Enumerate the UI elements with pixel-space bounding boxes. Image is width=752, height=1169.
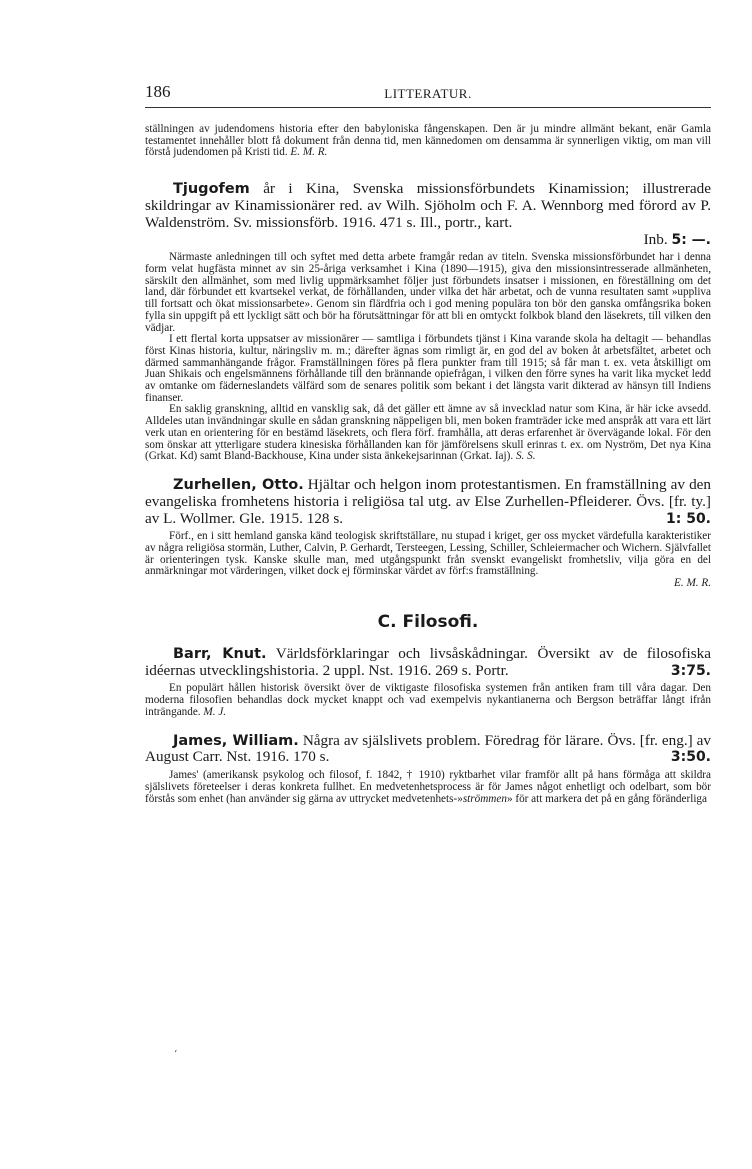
signature: E. M. R.	[674, 577, 711, 590]
review-paragraph	[145, 770, 711, 805]
page-number: 186	[145, 82, 171, 101]
entry-heading	[145, 181, 711, 231]
entry-tjugofem	[145, 181, 711, 463]
entry-price: 1: 50.	[665, 510, 711, 527]
entry-author: Tjugofem	[173, 181, 250, 198]
continuation-text: ställningen av judendomens historia efter den babyloniska fångenskapen. Den är ju mindre allmänt bekant, enär Gamla testamentet innehåller blott få dokument från denna tid, men kännedomen om densamma är synnerligen viktig, om man vill förstå judendomen på Kristi tid.	[145, 123, 711, 159]
entry-citation: Hjältar och helgon inom protestantismen. En framställning av den evangeliska fromhetens historia i religiösa tal utg. av Else Zurhellen-Pfleiderer. Övs. [fr. ty.] av L. Wollmer. Gle. 1915. 128 s.	[145, 475, 712, 527]
price-prefix: Inb.	[643, 230, 668, 248]
header-rule	[145, 107, 711, 108]
entry-citation: år i Kina, Svenska missionsförbundets Kinamission; illustrerade skildringar av Kinamissionärer red. av Wilh. Sjöholm och F. A. Wennborg med förord av P. Waldenström. Sv. missionsförb. 1916. 471 s. Ill., portr., kart.	[145, 180, 711, 231]
entry-james	[145, 733, 711, 806]
review-text: » för att markera det på en gång föränderliga	[506, 792, 707, 805]
entry-author: Zurhellen, Otto.	[173, 476, 304, 493]
signature: S. S.	[515, 450, 536, 463]
entry-heading	[145, 733, 711, 767]
review-paragraph: I ett flertal korta uppsatser av missionärer — samtliga i förbundets tjänst i Kina varande skola ha deltagit — behandlas först Kinas historia, kultur, näringsliv m. m.; därefter ägnas som rimligt är, en god del av boken åt arbetsfältet, arbetet och därmed sammanhängande frågor. Framställningen föres på flera punkter fram till 1915; så får man t. ex. veta åtskilligt om Juan Shikais och engelsmännens förhållande till den brännande opiefrågan, i vilken den förre synes ha varit lika mycket ledd av omtanke om fäderneslandets välfärd som de senares politik som bekant i det längsta varit dikterad av hänsyn till Indiens finanser.	[145, 333, 711, 404]
review-text: En saklig granskning, alltid en vansklig sak, då det gäller ett ämne av så invecklad natur som Kina, är här icke avsedd. Alldeles utan invändningar skulle en sådan granskning näppeligen bli, men boken framträder icke med anspråk att vara ett lärt verk utan en orientering för en bestämd läsekrets, och flera förf. framhålla, att deras erfarenhet är övervägande lokal. För den som önskar att ytterligare studera kinesiska förhållanden kan för jämförelsens skull erinras t. ex. om Nyström, Det nya Kina (Grkat. Kd) samt Bland-Backhouse, Kina under sista änkekejsarinnan (Grkat. Iaj).	[145, 403, 711, 463]
review-text: James' (amerikansk psykolog och filosof, f. 1842, † 1910) ryktbarhet vilar framför allt på hans förmåga att skildra själslivets företeelser i deras konkreta fullhet. En medvetenhetsprocess är för James något enhetligt och odelbart, som bör förstås som enhet (han använder sig gärna av uttrycket medvetenhets-»	[145, 769, 711, 805]
review-emphasis: strömmen	[462, 792, 507, 805]
entry-heading	[145, 477, 711, 527]
entry-author: Barr, Knut.	[173, 645, 267, 662]
signature: M. J.	[203, 705, 227, 718]
entry-author: James, William.	[173, 732, 299, 749]
stray-print-mark: ʼ	[174, 1050, 177, 1060]
continuation-paragraph	[145, 124, 711, 159]
entry-price: 5: —.	[671, 231, 711, 248]
signature-line	[145, 578, 711, 590]
running-title: LITTERATUR.	[384, 86, 472, 101]
entry-heading	[145, 646, 711, 680]
entry-barr	[145, 646, 711, 719]
review-paragraph: Närmaste anledningen till och syftet med detta arbete framgår redan av titeln. Svenska missionsförbundet har i denna form velat hugfästa minnet av sin 25-åriga verksamhet i Kina (1890—1915), giva den missionsintresserade allmänheten, särskilt den allmänhet, som med livlig uppmärksamhet följer just förbundets insatser i missionen, en föreställning om det land, där förbundet ett kvartsekel verkat, de förhållanden, under vilka det här arbetat, och de vunna resultaten samt »uppliva till fortsatt och ökat missionsarbete». Genom sin flärdfria och i god mening populära ton bör den ganska omfångsrika boken fylla sin uppgift på ett lyckligt sätt och bör ha förutsättningar för att bli en omtyckt folkbok bland den läsekrets, till vilken den vädjar.	[145, 251, 711, 334]
section-title: C. Filosofi.	[377, 611, 479, 632]
review-paragraph	[145, 683, 711, 718]
review-text: En populärt hållen historisk översikt över de viktigaste filosofiska systemen från antiken fram till våra dagar. Den moderna filosofien behandlas dock mycket knappt och vad exempelvis nykantianerna och Bergson beträffar långt ifrån inträngande.	[145, 682, 711, 718]
entry-citation: Några av själslivets problem. Föredrag för lärare. Övs. [fr. eng.] av August Carr. Nst. 1916. 170 s.	[145, 731, 712, 766]
review-paragraph: Förf., en i sitt hemland ganska känd teologisk skriftställare, nu stupad i kriget, ger oss mycket värdefulla karakteristiker av några religiösa stormän, Luther, Calvin, P. Gerhardt, Tersteegen, Lessing, Schiller, Schleiermacher och Wichern. Självfallet är orienteringen tysk. Kanske skulle man, med utgångspunkt från svenskt evangeliskt fromhetsliv, vilja göra en del anmärkningar mot värderingen, vilket dock ej förminskar värdet av förf:s framställning.	[145, 530, 711, 578]
review-paragraph	[145, 404, 711, 463]
entry-zurhellen	[145, 477, 711, 590]
entry-price: 3:75.	[670, 662, 711, 679]
entry-price: 3:50.	[670, 749, 711, 766]
signature: E. M. R.	[290, 146, 328, 159]
entry-price-line	[145, 232, 711, 249]
book-page	[145, 82, 711, 805]
entry-citation: Världsförklaringar och livsåskådningar. Översikt av de filosofiska idéernas utvecklingshistoria. 2 uppl. Nst. 1916. 269 s. Portr.	[145, 644, 711, 679]
running-head	[145, 82, 711, 104]
